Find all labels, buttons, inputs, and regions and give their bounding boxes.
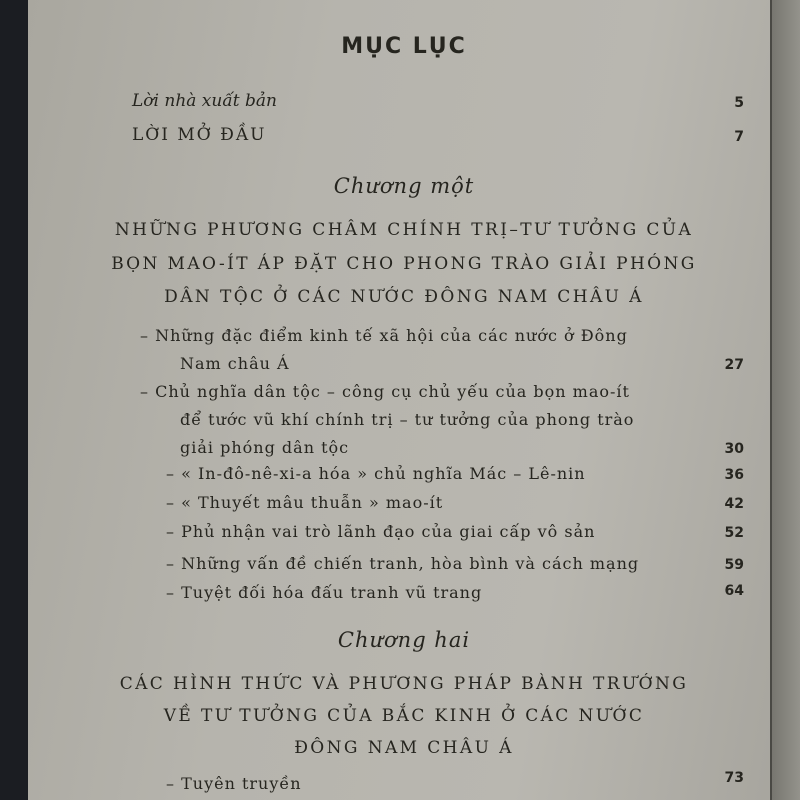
page-number: 27 [724,357,744,373]
toc-entry-publisher-note: Lời nhà xuất bản [132,91,277,111]
page-number: 42 [724,496,744,512]
toc-item-line: – Tuyệt đối hóa đấu tranh vũ trang [166,583,483,602]
toc-item-line: để tước vũ khí chính trị – tư tưởng của phong trào [180,410,635,429]
chapter-one-heading-line: NHỮNG PHƯƠNG CHÂM CHÍNH TRỊ–TƯ TƯỞNG CỦA [114,220,694,240]
toc-item-line: – « In-đô-nê-xi-a hóa » chủ nghĩa Mác – Lê-nin [166,464,586,483]
page-number: 7 [734,129,744,145]
chapter-two-heading-line: VỀ TƯ TƯỞNG CỦA BẮC KINH Ở CÁC NƯỚC [163,706,645,726]
toc-item-line: – Những vấn đề chiến tranh, hòa bình và cách mạng [166,554,640,573]
toc-item-line: – Những đặc điểm kinh tế xã hội của các nước ở Đông [140,326,628,345]
toc-item-line: giải phóng dân tộc [180,438,350,457]
chapter-two-heading-line: CÁC HÌNH THỨC VÀ PHƯƠNG PHÁP BÀNH TRƯỚNG [119,674,689,694]
page-number: 30 [724,441,744,457]
book-page [28,0,780,800]
page-number: 59 [724,557,744,573]
toc-item-line: Nam châu Á [180,354,290,373]
chapter-one-title: Chương một [333,174,475,198]
page-number: 73 [724,770,744,786]
page-title: MỤC LỤC [341,34,467,59]
page-number: 36 [724,467,744,483]
toc-item-line: – Chủ nghĩa dân tộc – công cụ chủ yếu của bọn mao-ít [140,382,630,401]
page-number: 64 [724,583,744,599]
chapter-two-heading-line: ĐÔNG NAM CHÂU Á [294,738,514,758]
chapter-one-heading-line: DÂN TỘC Ở CÁC NƯỚC ĐÔNG NAM CHÂU Á [164,287,644,307]
page-number: 52 [724,525,744,541]
toc-item-line: – « Thuyết mâu thuẫn » mao-ít [166,493,444,512]
chapter-one-heading-line: BỌN MAO-ÍT ÁP ĐẶT CHO PHONG TRÀO GIẢI PHÓNG [111,254,697,274]
adjacent-page-edge [770,0,800,800]
toc-item-line: – Phủ nhận vai trò lãnh đạo của giai cấp vô sản [166,522,596,541]
toc-entry-introduction: LỜI MỞ ĐẦU [132,125,267,145]
chapter-two-title: Chương hai [337,628,471,652]
page-number: 5 [734,95,744,111]
toc-item-line: – Tuyên truyền [166,774,302,793]
